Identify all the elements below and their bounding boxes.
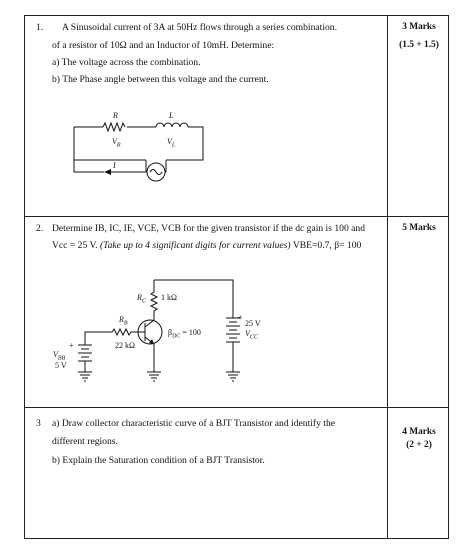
q2-vbb-value: 5 V: [55, 361, 67, 370]
q2-rc-label: $R_C$: [137, 293, 146, 305]
q2-marks: 5 Marks: [402, 223, 436, 233]
q2-base-wire: [85, 332, 105, 345]
q2-emitter-ground-icon: [147, 372, 161, 381]
q2-rb-resistor: [105, 329, 145, 335]
q2-beta-label: $\beta_{DC} = 100$: [168, 328, 201, 340]
q3-part-b: b) Explain the Saturation condition of a BJT Transistor.: [52, 455, 265, 466]
q2-vcc-ground-icon: [226, 372, 240, 381]
q1-label-l: L: [169, 111, 174, 120]
q1-line-1: A Sinusoidal current of 3A at 50Hz flows through a series combination.: [62, 22, 337, 33]
q1-line-2: of a resistor of 10Ω and an Inductor of 10mH. Determine:: [52, 40, 275, 51]
q2-line-2: Vcc = 25 V. (Take up to 4 significant digits for current values) VBE=0.7, β= 100: [52, 240, 362, 251]
q2-line-1: Determine IB, IC, IE, VCE, VCB for the given transistor if the dc gain is 100 and: [52, 223, 365, 234]
q3-part-a-line-1: a) Draw collector characteristic curve of a BJT Transistor and identify the: [52, 418, 336, 429]
q3-part-a-line-2: different regions.: [52, 436, 118, 447]
q2-number: 2.: [36, 223, 44, 234]
q2-vcc-value: 25 V: [245, 319, 261, 328]
q2-vbb-plus: +: [69, 341, 74, 350]
q2-vcc-plus: +: [238, 313, 243, 322]
q1-number: 1.: [36, 22, 44, 33]
q2-rb-label: $R_B$: [119, 315, 128, 327]
q1-marks-split: (1.5 + 1.5): [399, 40, 439, 50]
q3-marks-split: (2 + 2): [406, 440, 432, 450]
q1-label-r: R: [113, 111, 118, 120]
q1-label-vl: $V_L$: [167, 137, 176, 149]
q3-marks: 4 Marks: [402, 427, 436, 437]
q2-rc-resistor: [151, 280, 157, 320]
q1-label-vr: $V_R$: [112, 137, 121, 149]
q1-part-b: b) The Phase angle between this voltage and the current.: [52, 74, 269, 85]
q2-vbb-ground-icon: [78, 372, 92, 381]
q2-rc-value: 1 kΩ: [161, 293, 177, 302]
q3-number: 3: [36, 418, 41, 429]
q1-marks: 3 Marks: [402, 22, 436, 32]
q2-vbb-label: $V_{BB}$: [53, 350, 66, 362]
q1-label-i: I: [113, 161, 116, 170]
q2-emitter-arrow-icon: [149, 339, 154, 344]
q2-vcc-label: $V_{CC}$: [245, 329, 258, 341]
q2-rb-value: 22 kΩ: [115, 341, 135, 350]
q1-part-a: a) The voltage across the combination.: [52, 57, 201, 68]
q2-vbb-battery: [78, 345, 92, 361]
